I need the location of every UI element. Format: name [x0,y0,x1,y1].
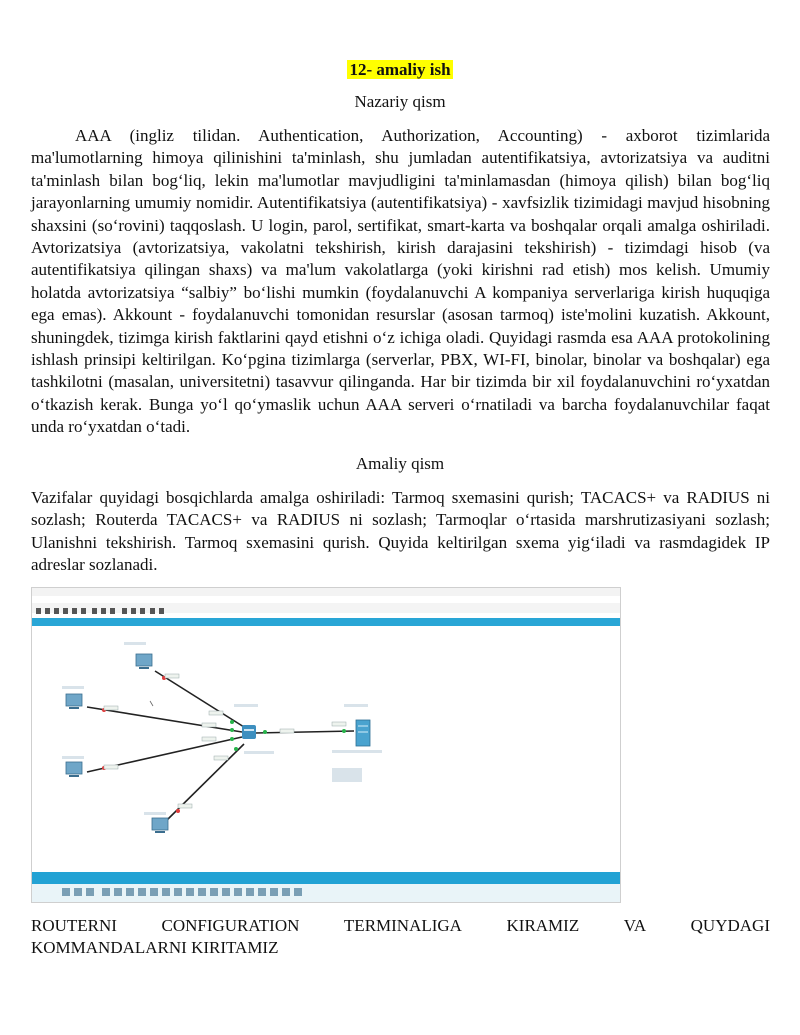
server-device [356,720,370,746]
router-device [242,725,256,739]
closing-word-1: ROUTERNI [31,916,117,935]
figure-nav-bar [32,618,620,626]
theory-paragraph: AAA (ingliz tilidan. Authentication, Authorization, Accounting) - axborot tizimlarida ma'lumotlarning himoya qilinishini ta'minlash, shu jumladan autentifikatsiya, avtorizatsiya va auditni ta'minlash bilan bog‘liq, lekin ma'lumotlar mavjudligini ta'minlamasdan (himoya qilish) bilan bog‘liq jarayonlarning umumiy nomidir. Autentifikatsiya (autentifikatsiya) - xavfsizlik tizimidagi mavjud hisobning shaxsini (so‘rovini) taqqoslash. U login, parol, sertifikat, smart-karta va boshqalar orqali amalga oshiriladi. Avtorizatsiya (avtorizatsiya, vakolatni tekshirish, kirish darajasini tekshirish) - tizimdagi hisob (va autentifikatsiya qilingan shaxs) va ma'lum vakolatlarga (yoki kirishni rad etish) mos kelish. Umumiy holatda avtorizatsiya “salbiy” bo‘lishi mumkin (foydalanuvchi A kompaniya serverlariga kirish huquqiga ega emas). Akkount - foydalanuvchi tomonidan resurslar (asosan tarmoq) iste'molini kuzatish. Akkount, shuningdek, tizimga kirish faktlarini qayd etishni o‘z ichiga oladi. Quyidagi rasmda esa AAA protokolining ishlash prinsipi keltirilgan. Ko‘pgina tizimlarga (serverlar, PBX, WI-FI, binolar, binolar va boshqalar) ega tashkilotni (masalan, universitetni) tasavvur qilinganda. Har bir tizimda bir xil foydalanuvchini ro‘yxatdan o‘tkazish kerak. Bunga yo‘l qo‘ymaslik uchun AAA serveri o‘rnatiladi va barcha foydalanuvchilar faqat unda ro‘yxatdan o‘tadi. [31,126,770,437]
device-palette-icons [32,884,620,902]
topology-links [87,671,354,820]
cursor-mark [150,701,153,706]
link-router-server [255,731,354,733]
toolbar-icons [32,606,620,616]
figure-titlebar [32,588,620,596]
router-icon [242,725,256,739]
pc-left-lower-device [66,762,82,777]
network-topology-figure [31,587,621,903]
figure-workspace [32,626,620,872]
pc-icon [152,818,168,830]
closing-word-2: CONFIGURATION [161,916,300,935]
figure-toolbar [32,603,620,613]
page-title [0,60,800,80]
pc-icon [66,762,82,774]
pc-icon [136,654,152,666]
port-indicators [102,676,346,813]
section-heading-theory: Nazariy qism [354,92,446,111]
figure-menubar [32,596,620,603]
closing-word-6: QUYDAGI [690,916,770,935]
topology-diagram [32,626,620,872]
pc-top-device [136,654,152,669]
closing-line-2: KOMMANDALARNI KIRITAMIZ [31,938,279,958]
pc-bottom-device [152,818,168,833]
closing-word-3: TERMINALIGA [343,916,462,935]
section-heading-practice: Amaliy qism [355,454,445,473]
closing-word-4: KIRAMIZ [506,916,580,935]
title-highlight: 12- amaliy ish [349,60,451,79]
figure-device-palette [32,884,620,902]
pc-icon [66,694,82,706]
practice-paragraph: Vazifalar quyidagi bosqichlarda amalga oshiriladi: Tarmoq sxemasini qurish; TACACS+ va RADIUS ni sozlash; Routerda TACACS+ va RADIUS ni sozlash; Tarmoqlar o‘rtasida marshrutizasiyani sozlash; Ulanishni tekshirish. Tarmoq sxemasini qurish. Quyida keltirilgan sxema yig‘iladi va rasmdagidek IP adreslar sozlanadi. [31,488,770,575]
closing-word-5: VA [623,916,647,935]
link-pc-top-router [155,671,244,727]
server-icon [356,720,370,746]
closing-line-1 [31,915,770,937]
pc-left-upper-device [66,694,82,709]
closing-instruction [31,915,770,960]
link-pc-bottom-router [167,744,244,820]
